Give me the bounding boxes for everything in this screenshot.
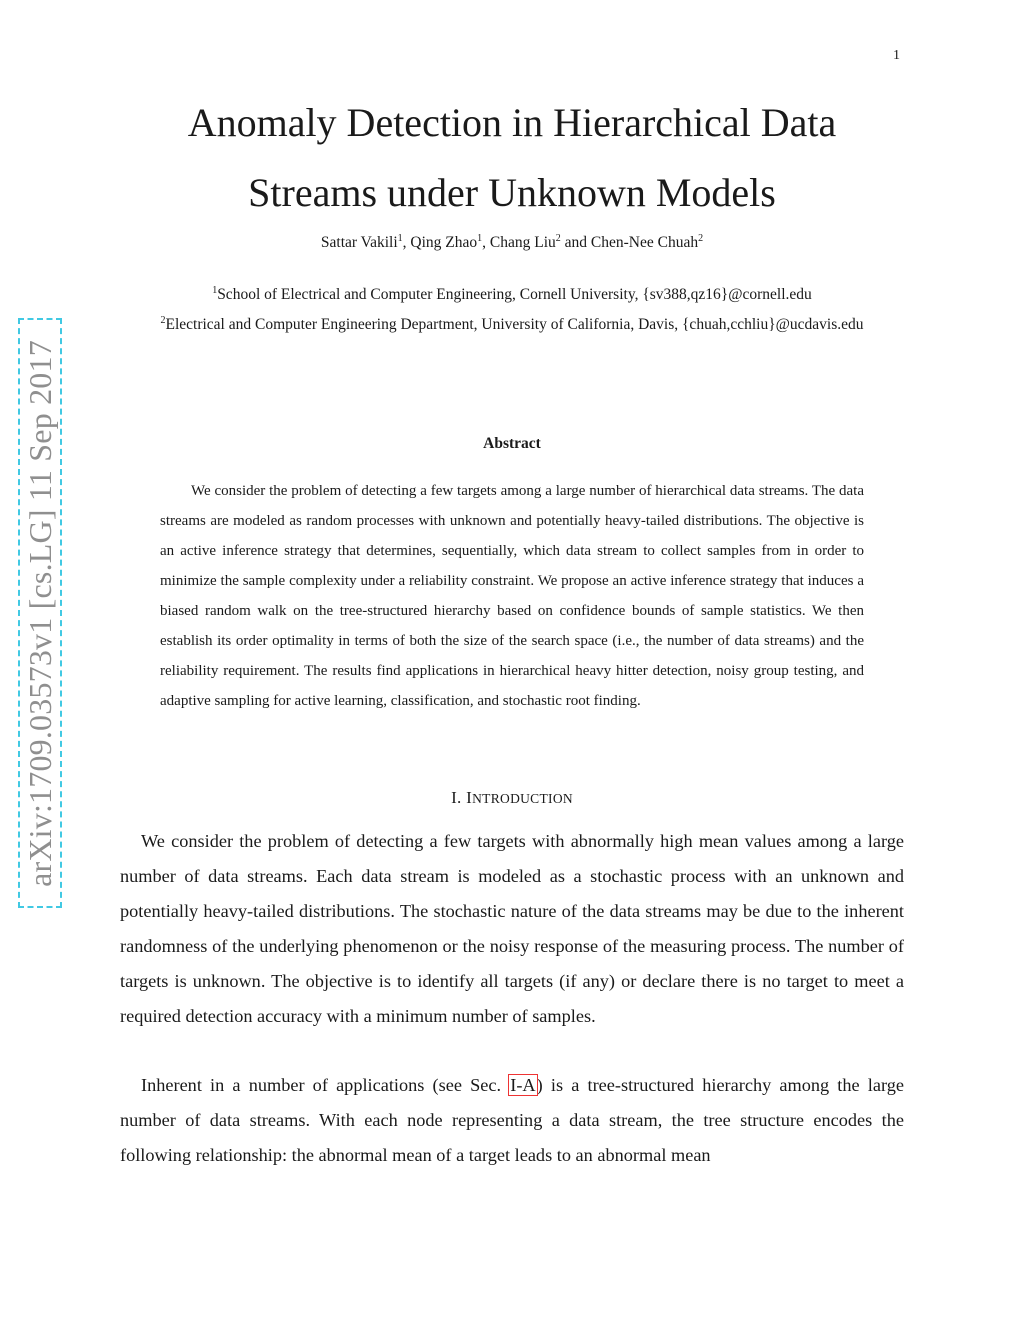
affiliation-text: School of Electrical and Computer Engineering, Cornell University, {sv388,qz16}@cornell.edu [217,286,812,303]
section-title-rest: NTRODUCTION [472,791,573,806]
author-separator: , [402,234,411,251]
paper-title [112,88,912,228]
author-name: Qing Zhao [410,234,478,251]
intro-paragraph-2 [120,1068,904,1173]
intro-p2-before: Inherent in a number of applications (see Sec. [141,1075,510,1095]
affiliation-text: Electrical and Computer Engineering Department, University of California, Davis, {chuah,cchliu}@ucdavis.edu [165,316,864,333]
author-affiliation-mark: 2 [698,233,704,244]
author-name: Chang Liu [489,234,556,251]
author-list [112,234,912,252]
section-ref-link[interactable]: I-A [510,1075,536,1095]
affiliation-mark: 1 [212,285,218,296]
author-separator: , [482,234,490,251]
title-line-2: Streams under Unknown Models [248,170,776,215]
arxiv-stamp-text: arXiv:1709.03573v1 [cs.LG] 11 Sep 2017 [21,339,58,887]
author-name: Sattar Vakili [320,234,398,251]
abstract-heading: Abstract [483,435,541,452]
affiliation-1 [100,286,924,304]
intro-p2-after: ) is a tree-structured hierarchy among the large number of data streams. With each node representing a data stream, the tree structure encodes the following relationship: the abnormal mean of a target leads to an abnormal mean [120,1075,904,1165]
abstract-body: We consider the problem of detecting a few targets among a large number of hierarchical data streams. The data streams are modeled as random processes with unknown and potentially heavy-tailed distributions. The objective is an active inference strategy that determines, sequentially, which data stream to collect samples from in order to minimize the sample complexity under a reliability constraint. We propose an active inference strategy that induces a biased random walk on the tree-structured hierarchy based on confidence bounds of sample statistics. We then establish its order optimality in terms of both the size of the search space (i.e., the number of data streams) and the reliability requirement. The results find applications in hierarchical heavy hitter detection, noisy group testing, and adaptive sampling for active learning, classification, and stochastic root finding. [160,483,864,709]
arxiv-stamp[interactable] [18,318,62,908]
affiliation-2 [100,316,924,334]
intro-paragraph-1: We consider the problem of detecting a few targets with abnormally high mean values among a large number of data streams. Each data stream is modeled as a stochastic process with an unknown and potentially heavy-tailed distributions. The stochastic nature of the data streams may be due to the inherent randomness of the underlying phenomenon or the noisy response of the measuring process. The number of targets is unknown. The objective is to identify all targets (if any) or declare there is no target to meet a required detection accuracy with a minimum number of samples. [120,831,904,1026]
author-affiliation-mark: 1 [477,233,483,244]
title-line-1: Anomaly Detection in Hierarchical Data [187,100,837,145]
author-name: Chen-Nee Chuah [590,234,699,251]
author-separator: and [560,234,591,251]
section-number: I. [451,788,462,807]
author-affiliation-mark: 2 [555,233,561,244]
section-heading-introduction [112,788,912,808]
page-number: 1 [893,48,900,63]
section-title-initial: I [466,788,473,807]
affiliation-mark: 2 [160,315,166,326]
author-affiliation-mark: 1 [397,233,403,244]
